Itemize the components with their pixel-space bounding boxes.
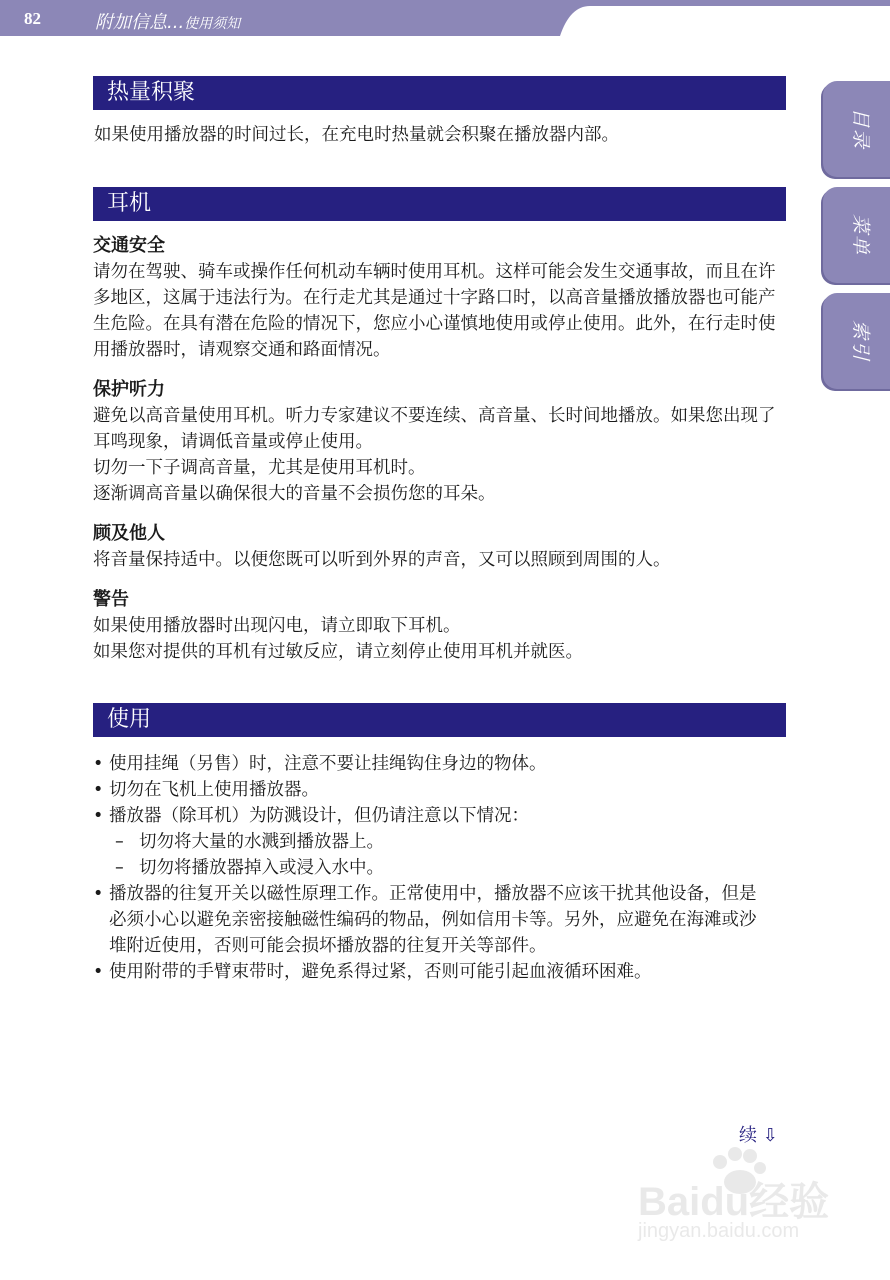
list-item-text: 播放器（除耳机）为防溅设计，但仍请注意以下情况： (109, 806, 529, 826)
page-header (0, 0, 890, 36)
tab-menu-label: 菜单 (849, 213, 872, 257)
breadcrumb-section: 附加信息 (95, 12, 167, 33)
dash-icon: – (115, 832, 124, 852)
watermark-logo-text: Baidu经验 (638, 1180, 830, 1224)
tab-contents[interactable] (823, 81, 890, 177)
bullet-icon: • (93, 962, 104, 982)
sub-list-item-text: 切勿将大量的水溅到播放器上。 (139, 832, 384, 852)
hearing-text-3: 逐渐调高音量以确保很大的音量不会损伤您的耳朵。 (93, 484, 496, 504)
list-item-text: 播放器的往复开关以磁性原理工作。正常使用中，播放器不应该干扰其他设备，但是必须小心以避免亲密接触磁性编码的物品，例如信用卡等。另外，应避免在海滩或沙堆附近使用，否则可能会损坏播放器的往复开关等部件。 (109, 884, 757, 956)
tab-index[interactable] (823, 293, 890, 389)
bullet-icon: • (93, 754, 104, 774)
tab-menu[interactable] (823, 187, 890, 283)
subheading-others: 顾及他人 (93, 523, 165, 544)
dash-icon: – (115, 858, 124, 878)
list-item (93, 881, 773, 959)
list-item-text: 使用附带的手臂束带时，避免系得过紧，否则可能引起血液循环困难。 (109, 962, 652, 982)
continued-link[interactable]: 续 ⇩ (739, 1125, 778, 1146)
bullet-icon: • (93, 780, 104, 800)
subheading-warning: 警告 (93, 589, 129, 610)
sub-list-item (93, 829, 773, 855)
bullet-icon: • (93, 806, 104, 826)
page-number: 82 (24, 9, 41, 28)
list-item (93, 751, 773, 777)
warning-text-2: 如果您对提供的耳机有过敏反应，请立刻停止使用耳机并就医。 (93, 642, 583, 662)
hearing-text-2: 切勿一下子调高音量，尤其是使用耳机时。 (93, 458, 426, 478)
list-item-text: 切勿在飞机上使用播放器。 (109, 780, 319, 800)
splash-sublist (93, 829, 773, 881)
traffic-text: 请勿在驾驶、骑车或操作任何机动车辆时使用耳机。这样可能会发生交通事故，而且在许多地区，这属于违法行为。在行走尤其是通过十字路口时，以高音量播放播放器也可能产生危险。在具有潜在危险的情况下，您应小心谨慎地使用或停止使用。此外，在行走时使用播放器时，请观察交通和路面情况。 (93, 262, 776, 360)
heat-text: 如果使用播放器的时间过长，在充电时热量就会积聚在播放器内部。 (94, 125, 619, 145)
breadcrumb-subsection: 使用须知 (184, 16, 241, 32)
list-item-text: 使用挂绳（另售）时，注意不要让挂绳钩住身边的物体。 (109, 754, 547, 774)
list-item (93, 777, 773, 803)
subheading-traffic: 交通安全 (93, 235, 165, 256)
watermark-url: jingyan.baidu.com (638, 1220, 800, 1242)
tab-index-label: 索引 (849, 319, 872, 363)
watermark (630, 1150, 850, 1260)
sub-list-item-text: 切勿将播放器掉入或浸入水中。 (139, 858, 384, 878)
main-content (93, 76, 793, 985)
list-item (93, 803, 773, 881)
usage-list (93, 751, 773, 985)
list-item (93, 959, 749, 985)
tab-contents-label: 目录 (849, 107, 872, 151)
bullet-icon: • (93, 884, 104, 904)
warning-text-1: 如果使用播放器时出现闪电，请立即取下耳机。 (93, 616, 461, 636)
header-band (0, 0, 560, 36)
breadcrumb-ellipsis: ... (167, 12, 185, 33)
header-curve (480, 0, 890, 36)
section-heading-heat: 热量积聚 (93, 76, 786, 110)
section-heading-headphones: 耳机 (93, 187, 786, 221)
section-heading-usage: 使用 (93, 703, 786, 737)
sub-list-item (93, 855, 773, 881)
breadcrumb (95, 8, 240, 34)
subheading-hearing: 保护听力 (93, 379, 165, 400)
others-text: 将音量保持适中。以便您既可以听到外界的声音，又可以照顾到周围的人。 (93, 550, 671, 570)
hearing-text-1: 避免以高音量使用耳机。听力专家建议不要连续、高音量、长时间地播放。如果您出现了耳鸣现象，请调低音量或停止使用。 (93, 406, 776, 452)
